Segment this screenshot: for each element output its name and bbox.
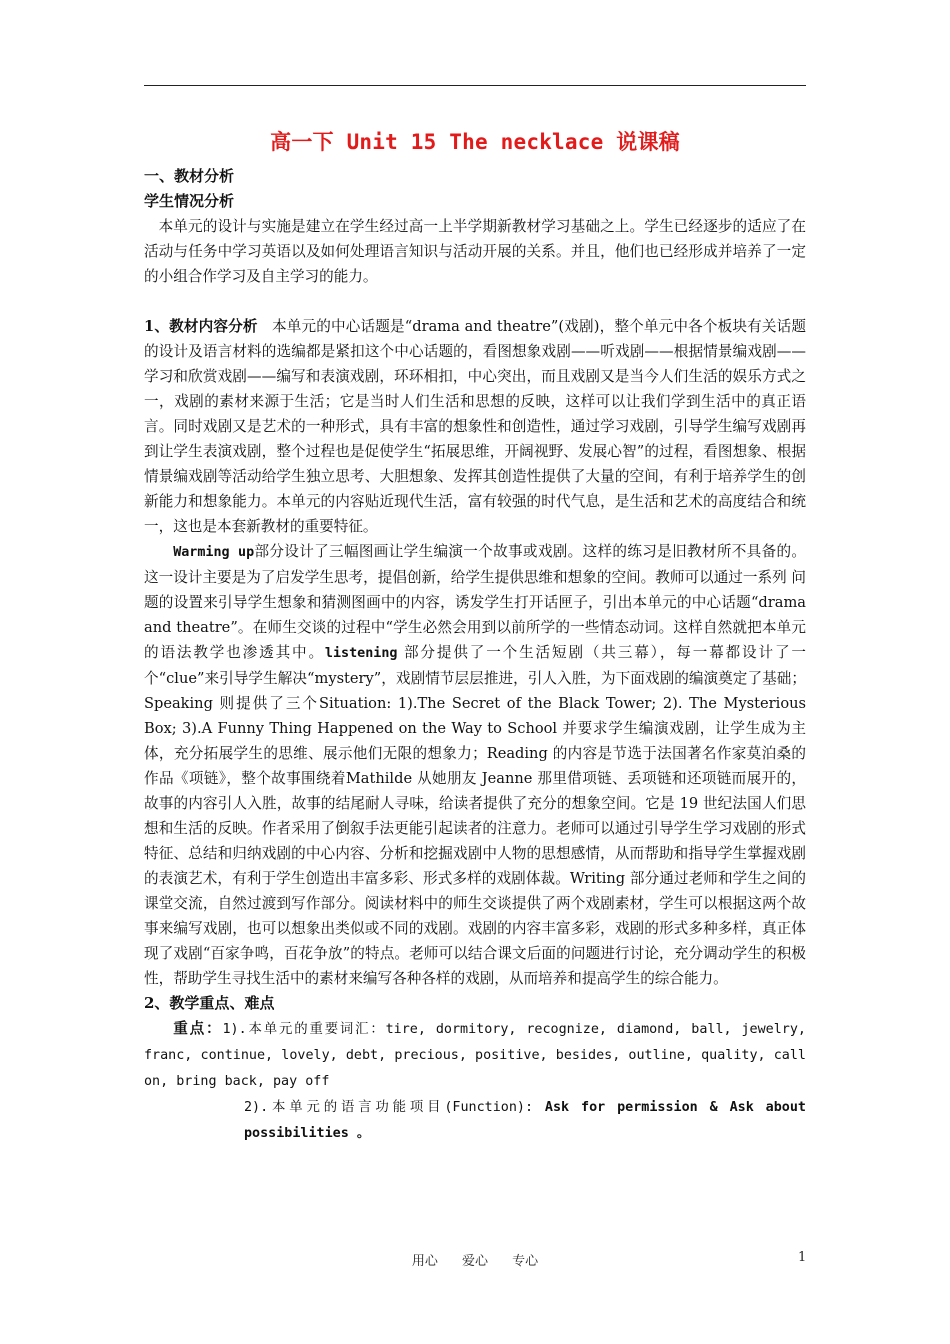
content-analysis-label: 1、教材内容分析 [144,318,258,335]
warming-paragraph [144,539,806,991]
student-analysis-paragraph: 本单元的设计与实施是建立在学生经过高一上半学期新教材学习基础之上。学生已经逐步的适应了在活动与任务中学习英语以及如何处理语言知识与活动开展的关系。并且，他们也已经形成并培养了一定的小组合作学习及自主学习的能力。 [144,218,806,285]
content-analysis-paragraph [144,314,806,539]
key-text: 1).本单元的重要词汇：tire, dormitory, recognize, diamond, ball, jewelry, franc, continue, lovely, debt, precious, positive, besides, outline, quality, call on, bring back, pay off [144,1022,806,1089]
listening-label: listening [324,646,398,661]
section2-heading: 2、教学重点、难点 [144,994,275,1012]
function-prefix: 2).本单元的语言功能项目(Function): [244,1100,534,1115]
footer-text: 用心 爱心 专心 [411,1254,539,1269]
warming-text: 部分设计了三幅图画让学生编演一个故事或戏剧。这样的练习是旧教材所不具备的。这一设计主要是为了启发学生思考，提倡创新，给学生提供思维和想象的空间。教师可以通过一系列 问题的设置来引导学生想象和猜测图画中的内容，诱发学生打开话匣子，引出本单元的中心话题“drama and theatre”。在师生交谈的过程中“学生必然会用到以前所学的一些情态动词。这样自然就把本单元的语法教学也渗透其中。 [144,543,806,661]
document-title: 高一下 Unit 15 The necklace 说课稿 [270,130,680,154]
function-items: Ask for permission & Ask about possibilities 。 [244,1100,806,1141]
header-rule [144,85,806,86]
student-analysis-heading: 学生情况分析 [144,192,235,210]
warming-label: Warming up [173,545,255,560]
document-body [144,120,806,1146]
page-number: 1 [798,1250,807,1265]
spacer [144,289,806,314]
section1-heading: 一、教材分析 [144,167,235,185]
listening-text: 部分提供了一个生活短剧（共三幕），每一幕都设计了一个“clue”来引导学生解决“mystery”，戏剧情节层层推进，引人入胜，为下面戏剧的编演奠定了基础；Speaking 则提供了三个Situation: 1).The Secret of the Black Tower; 2). The Mysterious Box; 3).A Funny Thing Happened on the Way to School 并要求学生编演戏剧，让学生成为主体，充分拓展学生的思维、展示他们无限的想象力；Reading 的内容是节选于法国著名作家莫泊桑的作品《项链》，整个故事围绕着Mathilde 从她朋友 Jeanne 那里借项链、丢项链和还项链而展开的，故事的内容引人入胜，故事的结尾耐人寻味，给读者提供了充分的想象空间。它是 19 世纪法国人们思想和生活的反映。作者采用了倒叙手法更能引起读者的注意力。老师可以通过引导学生学习戏剧的形式特征、总结和归纳戏剧的中心内容、分析和挖掘戏剧中人物的思想感情，从而帮助和指导学生掌握戏剧的表演艺术，有利于学生创造出丰富多彩、形式多样的戏剧体裁。Writing 部分通过老师和学生之间的课堂交流，自然过渡到写作部分。阅读材料中的师生交谈提供了两个戏剧素材，学生可以根据这两个故事来编写戏剧，也可以想象出类似或不同的戏剧。戏剧的内容丰富多彩，戏剧的形式多种多样，真正体现了戏剧“百家争鸣，百花争放”的特点。老师可以结合课文后面的问题进行讨论，充分调动学生的积极性，帮助学生寻找生活中的素材来编写各种各样的戏剧，从而培养和提高学生的综合能力。 [144,644,806,987]
function-paragraph [144,1094,806,1146]
key-points-paragraph [144,1016,806,1094]
key-label: 重点： [173,1020,223,1037]
content-analysis-text: 本单元的中心话题是“drama and theatre”(戏剧)，整个单元中各个板块有关话题的设计及语言材料的选编都是紧扣这个中心话题的，看图想象戏剧——听戏剧——根据情景编戏剧——学习和欣赏戏剧——编写和表演戏剧，环环相扣，中心突出，而且戏剧又是当今人们生活的娱乐方式之一，戏剧的素材来源于生活；它是当时人们生活和思想的反映，这样可以让我们学到生活中的真正语言。同时戏剧又是艺术的一种形式，具有丰富的想象性和创造性，通过学习戏剧，引导学生编写戏剧再到让学生表演戏剧，整个过程也是促使学生“拓展思维，开阔视野、发展心智”的过程，看图想象、根据情景编戏剧等活动给学生独立思考、大胆想象、发挥其创造性提供了大量的空间，有利于培养学生的创新能力和想象能力。本单元的内容贴近现代生活，富有较强的时代气息，是生活和艺术的高度结合和统一，这也是本套新教材的重要特征。 [144,318,806,535]
